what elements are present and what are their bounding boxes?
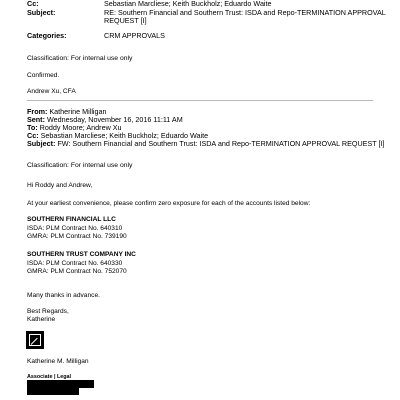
reply-signature: Andrew Xu, CFA xyxy=(27,88,76,95)
reply-body: Confirmed. xyxy=(27,72,60,79)
categories-value: CRM APPROVALS xyxy=(104,31,165,40)
message-classification-value: For internal use only xyxy=(70,162,133,169)
fw-cc-label: Cc: xyxy=(27,131,39,140)
sent-label: Sent: xyxy=(27,115,45,124)
full-name: Katherine M. Milligan xyxy=(27,358,89,365)
title-line: Associate | Legal xyxy=(27,374,72,380)
sent-value: Wednesday, November 16, 2016 11:11 AM xyxy=(46,115,183,124)
account-isda: ISDA: PLM Contract No. 640330 xyxy=(27,260,123,267)
fw-subject-value: FW: Southern Financial and Southern Trust: ISDA and Repo-TERMINATION APPROVAL REQUEST [I] xyxy=(57,139,385,148)
to-value: Roddy Moore; Andrew Xu xyxy=(39,123,122,132)
separator-line xyxy=(27,100,373,101)
account-gmra: GMRA: PLM Contract No. 739190 xyxy=(27,233,127,240)
redaction-bar xyxy=(27,388,79,395)
fw-subject-label: Subject: xyxy=(27,139,56,148)
categories-label: Categories: xyxy=(27,31,67,40)
regards-text: Best Regards, xyxy=(27,308,69,315)
account-gmra: GMRA: PLM Contract No. 752070 xyxy=(27,268,127,275)
cc-label: Cc: xyxy=(27,0,39,8)
deutsche-bank-logo-icon xyxy=(26,331,44,349)
cc-value: Sebastian Marcliese; Keith Buckholz; Eduardo Waite xyxy=(104,0,272,8)
subject-line-1: RE: Southern Financial and Southern Trust: ISDA and Repo-TERMINATION APPROVAL xyxy=(104,8,386,17)
sign-name: Katherine xyxy=(27,316,56,323)
classification-label: Classification: xyxy=(27,55,71,62)
classification-value: For internal use only xyxy=(70,55,133,62)
account-name: SOUTHERN TRUST COMPANY INC xyxy=(27,251,136,258)
fw-subject-line xyxy=(27,139,385,148)
fw-cc-value: Sebastian Marcliese; Keith Buckholz; Eduardo Waite xyxy=(40,131,209,140)
message-classification-label: Classification: xyxy=(27,162,71,169)
to-label: To: xyxy=(27,123,38,132)
intro-text: At your earliest convenience, please confirm zero exposure for each of the accounts listed below: xyxy=(27,200,311,207)
from-label: From: xyxy=(27,107,48,116)
greeting: Hi Roddy and Andrew, xyxy=(27,182,93,189)
classification-line xyxy=(27,55,132,62)
thanks-text: Many thanks in advance. xyxy=(27,292,100,299)
subject-label: Subject: xyxy=(27,8,56,17)
subject-line-2: REQUEST [I] xyxy=(104,16,147,25)
from-value: Katherine Milligan xyxy=(49,107,107,116)
message-classification xyxy=(27,162,132,169)
account-name: SOUTHERN FINANCIAL LLC xyxy=(27,216,116,223)
account-isda: ISDA: PLM Contract No. 640310 xyxy=(27,225,123,232)
redaction-bar xyxy=(27,380,94,388)
